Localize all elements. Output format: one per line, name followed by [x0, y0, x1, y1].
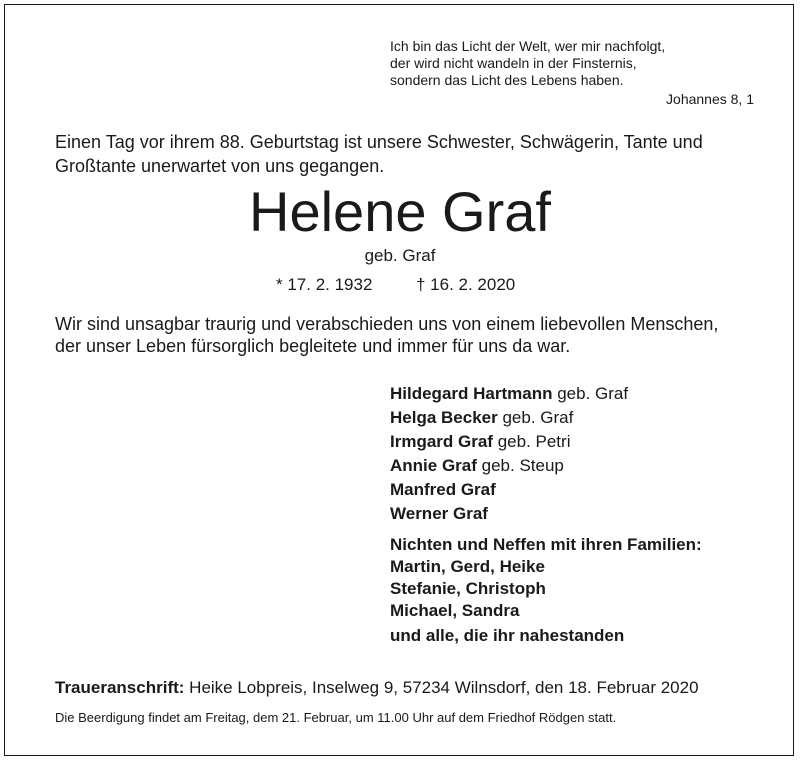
- mourner-name: Helga Becker: [390, 408, 498, 427]
- mourner: [390, 478, 628, 502]
- intro-text: [55, 130, 703, 178]
- mourner-suffix: geb. Steup: [476, 456, 564, 475]
- mourner: [390, 430, 628, 454]
- mourner: [390, 454, 628, 478]
- mourners-list: [390, 382, 628, 526]
- mourner: [390, 502, 628, 526]
- message-line-2: der unser Leben fürsorglich begleitete und immer für uns da war.: [55, 336, 571, 356]
- mourner-name: Werner Graf: [390, 504, 488, 523]
- mourner-suffix: geb. Graf: [497, 408, 574, 427]
- family-block: [390, 534, 702, 647]
- family-heading: Nichten und Neffen mit ihren Familien:: [390, 535, 702, 554]
- quote-line-2: der wird nicht wandeln in der Finsternis,: [390, 55, 637, 71]
- message-line-1: Wir sind unsagbar traurig und verabschieden uns von einem liebevollen Menschen,: [55, 314, 719, 334]
- address-text: Heike Lobpreis, Inselweg 9, 57234 Wilnsdorf, den 18. Februar 2020: [184, 678, 699, 697]
- maiden-name: geb. Graf: [364, 246, 436, 265]
- mourner-name: Manfred Graf: [390, 480, 496, 499]
- bible-quote: [390, 38, 665, 89]
- mourner-name: Irmgard Graf: [390, 432, 493, 451]
- mourner: [390, 406, 628, 430]
- intro-line-1: Einen Tag vor ihrem 88. Geburtstag ist unsere Schwester, Schwägerin, Tante und: [55, 132, 703, 152]
- mourner: [390, 382, 628, 406]
- family-names: Stefanie, Christoph: [390, 579, 546, 598]
- mourner-suffix: geb. Graf: [552, 384, 629, 403]
- mourner-name: Annie Graf: [390, 456, 477, 475]
- birth-date: * 17. 2. 1932: [276, 275, 373, 294]
- deceased-name: Helene Graf: [249, 180, 551, 243]
- farewell-message: [55, 313, 718, 357]
- quote-line-3: sondern das Licht des Lebens haben.: [390, 72, 624, 88]
- mourner-name: Hildegard Hartmann: [390, 384, 553, 403]
- family-names: Michael, Sandra: [390, 601, 520, 620]
- death-date: † 16. 2. 2020: [416, 275, 516, 294]
- address-label: Traueranschrift:: [55, 678, 185, 697]
- funeral-info: Die Beerdigung findet am Freitag, dem 21. Februar, um 11.00 Uhr auf dem Friedhof Rödgen statt.: [55, 710, 617, 725]
- quote-source: Johannes 8, 1: [666, 91, 754, 107]
- mourning-address: [55, 677, 699, 699]
- family-closing: und alle, die ihr nahestanden: [390, 626, 625, 645]
- intro-line-2: Großtante unerwartet von uns gegangen.: [55, 156, 385, 176]
- quote-line-1: Ich bin das Licht der Welt, wer mir nachfolgt,: [390, 38, 666, 54]
- family-names: Martin, Gerd, Heike: [390, 557, 545, 576]
- mourner-suffix: geb. Petri: [492, 432, 571, 451]
